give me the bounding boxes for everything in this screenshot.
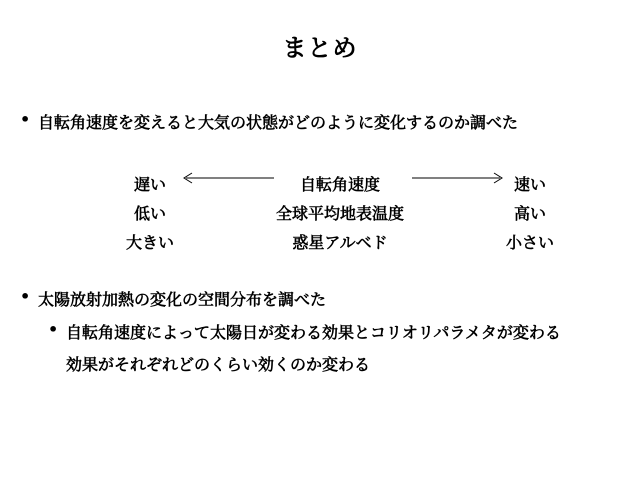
grid-center-1: 自転角速度 bbox=[299, 175, 380, 194]
grid-right-1: 速い bbox=[513, 175, 546, 194]
bullet-3-text-line1: 自転角速度によって太陽日が変わる効果とコリオリパラメタが変わる bbox=[66, 323, 561, 342]
bullet-dot-1: • bbox=[20, 110, 31, 129]
bullet-1-text: 自転角速度を変えると大気の状態がどのように変化するのか調べた bbox=[38, 113, 519, 132]
grid-center-2: 全球平均地表温度 bbox=[275, 204, 404, 223]
grid-left-3: 大きい bbox=[125, 233, 174, 252]
arrow-left-icon bbox=[180, 171, 276, 185]
arrow-right-icon bbox=[410, 171, 506, 185]
slide-title: まとめ bbox=[282, 34, 358, 62]
grid-left-1: 遅い bbox=[133, 175, 166, 194]
bullet-2-text: 太陽放射加熱の変化の空間分布を調べた bbox=[38, 290, 327, 309]
bullet-3-text-line2: 効果がそれぞれどのくらい効くのか変わる bbox=[66, 355, 371, 374]
grid-right-3: 小さい bbox=[505, 233, 554, 252]
grid-center-3: 惑星アルベド bbox=[292, 233, 388, 252]
grid-right-2: 高い bbox=[513, 204, 546, 223]
bullet-dot-3: • bbox=[48, 320, 59, 339]
bullet-dot-2: • bbox=[20, 287, 31, 306]
grid-left-2: 低い bbox=[133, 204, 166, 223]
